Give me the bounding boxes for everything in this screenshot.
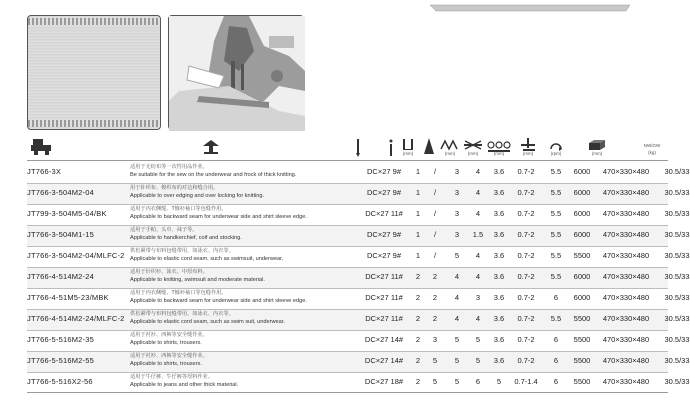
cell-c2: / bbox=[433, 167, 437, 176]
cell-pack: 470×330×480 bbox=[602, 188, 650, 197]
cell-diff: 0.7-2 bbox=[517, 167, 535, 176]
cell-c5: 3.6 bbox=[493, 188, 505, 197]
cell-stitch: DC×27 11# bbox=[365, 272, 403, 281]
cell-c2: 2 bbox=[432, 314, 438, 323]
model-code: JT766-5-516M2-35 bbox=[27, 335, 94, 344]
cell-stitch: DC×27 11# bbox=[365, 209, 403, 218]
cell-speed: 5500 bbox=[573, 335, 591, 344]
row-divider bbox=[27, 288, 668, 289]
cell-c5: 3.6 bbox=[493, 209, 505, 218]
cell-pack: 470×330×480 bbox=[602, 230, 650, 239]
model-code: JT766-4-514M2-24/MLFC-2 bbox=[27, 314, 125, 323]
cell-c2: 2 bbox=[432, 272, 438, 281]
cell-wt: 30.5/33 bbox=[664, 167, 690, 176]
cell-c3: 4 bbox=[454, 314, 460, 323]
table-row bbox=[27, 204, 690, 225]
cell-c3: 5 bbox=[454, 251, 460, 260]
application-en: Applicable to backward seam for underwear side and shirt sleeve edge. bbox=[130, 298, 307, 304]
cell-pack: 470×330×480 bbox=[602, 272, 650, 281]
cell-diff: 0.7-2 bbox=[517, 230, 535, 239]
cell-c1: 2 bbox=[415, 356, 421, 365]
table-row bbox=[27, 372, 690, 393]
model-code: JT799-3-504M5-04/BK bbox=[27, 209, 107, 218]
machine-head-icon bbox=[30, 137, 52, 162]
header-divider bbox=[27, 160, 668, 161]
cell-c5: 3.6 bbox=[493, 293, 505, 302]
cell-wt: 30.5/33 bbox=[664, 335, 690, 344]
cell-c4: 3 bbox=[475, 293, 481, 302]
table-row bbox=[27, 246, 690, 267]
cell-wt: 30.5/33 bbox=[664, 356, 690, 365]
table-row bbox=[27, 267, 690, 288]
cell-diff: 0.7-2 bbox=[517, 188, 535, 197]
fabric-sample-image bbox=[27, 15, 161, 130]
cell-stitch: DC×27 9# bbox=[367, 167, 401, 176]
presser-foot-lift-unit: (mm) bbox=[522, 151, 534, 156]
application-cn: 适用于内衣侧缝、T恤衫袖口等包缝作用。 bbox=[130, 290, 227, 296]
cell-c3: 3 bbox=[454, 209, 460, 218]
cell-diff: 0.7-2 bbox=[517, 209, 535, 218]
model-code: JT766-5-516M2-55 bbox=[27, 356, 94, 365]
application-cn: 适用于内衣侧缝、T恤衫袖口等包缝作用。 bbox=[130, 206, 227, 212]
cell-wt: 30.5/33 bbox=[664, 209, 690, 218]
cell-c1: 1 bbox=[415, 167, 421, 176]
cell-speed: 6000 bbox=[573, 167, 591, 176]
table-row bbox=[27, 288, 690, 309]
cell-diff: 0.7-2 bbox=[517, 335, 535, 344]
cell-stitch: DC×27 18# bbox=[364, 377, 404, 386]
feed-dog-icon bbox=[201, 138, 221, 161]
cell-c5: 3.6 bbox=[493, 167, 505, 176]
cell-wt: 30.5/33 bbox=[664, 188, 690, 197]
cell-c3: 3 bbox=[454, 167, 460, 176]
cell-c3: 5 bbox=[454, 335, 460, 344]
cell-lift: 5.5 bbox=[550, 230, 562, 239]
cell-c1: 2 bbox=[415, 293, 421, 302]
cell-speed: 6000 bbox=[573, 188, 591, 197]
cell-diff: 0.7-1.4 bbox=[514, 377, 538, 386]
model-code: JT766-3-504M2-04/MLFC-2 bbox=[27, 251, 125, 260]
model-code: JT766-4-51M5-23/MBK bbox=[27, 293, 109, 302]
cell-wt: 30.5/33 bbox=[664, 251, 690, 260]
cell-lift: 5.5 bbox=[550, 272, 562, 281]
row-divider bbox=[27, 204, 668, 205]
cell-c5: 3.6 bbox=[493, 272, 505, 281]
cell-lift: 6 bbox=[553, 356, 559, 365]
application-en: Applicable to knitting, swimsuit and moderate material. bbox=[130, 277, 265, 283]
cell-c2: / bbox=[433, 188, 437, 197]
cell-c1: 2 bbox=[415, 314, 421, 323]
cell-pack: 470×330×480 bbox=[602, 293, 650, 302]
application-cn: 适用于针织衫、泳衣、中厚布料。 bbox=[130, 269, 208, 275]
cell-c3: 5 bbox=[454, 377, 460, 386]
cell-pack: 470×330×480 bbox=[602, 335, 650, 344]
cell-stitch: DC×27 11# bbox=[365, 293, 403, 302]
cell-wt: 30.5/33 bbox=[664, 314, 690, 323]
cell-c5: 3.6 bbox=[493, 251, 505, 260]
package-size-unit: (mm) bbox=[591, 151, 603, 156]
cell-c4: 5 bbox=[475, 356, 481, 365]
application-cn: 适用于无纺布等一次性用品作业。 bbox=[130, 164, 208, 170]
cell-c4: 5 bbox=[475, 335, 481, 344]
cell-c1: 1 bbox=[415, 188, 421, 197]
cell-lift: 5.5 bbox=[550, 314, 562, 323]
cell-c3: 3 bbox=[454, 230, 460, 239]
cell-diff: 0.7-2 bbox=[517, 251, 535, 260]
application-en: Applicable to elastic cord seam, such as swim suit, underwear. bbox=[130, 319, 285, 325]
cell-c5: 5 bbox=[496, 377, 502, 386]
needle-gauge-unit: (mm) bbox=[402, 151, 414, 156]
machine-part-fragment bbox=[430, 0, 630, 8]
cell-stitch: DC×27 14# bbox=[364, 356, 404, 365]
cell-stitch: DC×27 9# bbox=[367, 251, 401, 260]
row-divider bbox=[27, 267, 668, 268]
model-code: JT766-3X bbox=[27, 167, 62, 176]
cell-speed: 5500 bbox=[573, 356, 591, 365]
cell-lift: 6 bbox=[553, 377, 559, 386]
application-cn: 适用于衬衫、西裤等安全缝作业。 bbox=[130, 332, 208, 338]
application-cn: 适用于手帕、头巾、袜子等。 bbox=[130, 227, 198, 233]
cell-c3: 4 bbox=[454, 272, 460, 281]
cell-c3: 3 bbox=[454, 188, 460, 197]
cell-lift: 6 bbox=[553, 293, 559, 302]
row-divider bbox=[27, 183, 668, 184]
cell-c5: 3.6 bbox=[493, 356, 505, 365]
application-en: Applicable to handkerchief, coif and stocking. bbox=[130, 235, 242, 241]
cell-speed: 6000 bbox=[573, 209, 591, 218]
thread-count-icon bbox=[423, 138, 435, 161]
cell-c4: 4 bbox=[475, 209, 481, 218]
cell-lift: 5.5 bbox=[550, 167, 562, 176]
row-divider bbox=[27, 309, 668, 310]
application-en: Applicable to jeans and other thick material. bbox=[130, 382, 239, 388]
cell-diff: 0.7-2 bbox=[517, 314, 535, 323]
cell-c5: 3.6 bbox=[493, 314, 505, 323]
row-divider bbox=[27, 225, 668, 226]
cell-c4: 4 bbox=[475, 251, 481, 260]
cell-c3: 5 bbox=[454, 356, 460, 365]
row-divider bbox=[27, 351, 668, 352]
cell-speed: 6000 bbox=[573, 272, 591, 281]
cell-lift: 5.5 bbox=[550, 251, 562, 260]
cell-speed: 5500 bbox=[573, 314, 591, 323]
cell-pack: 470×330×480 bbox=[602, 167, 650, 176]
cell-c2: / bbox=[433, 230, 437, 239]
cell-pack: 470×330×480 bbox=[602, 377, 650, 386]
cell-c5: 3.6 bbox=[493, 335, 505, 344]
cell-speed: 5500 bbox=[573, 377, 591, 386]
model-code: JT766-3-504M1-15 bbox=[27, 230, 94, 239]
application-cn: 用于针织布、梭织布的对边和缝合用。 bbox=[130, 185, 219, 191]
weight-unit: NW/GW (kg) bbox=[643, 143, 661, 155]
speed-unit: (rpm) bbox=[550, 151, 562, 156]
stitch-length-unit: (mm) bbox=[444, 151, 456, 156]
table-row bbox=[27, 183, 690, 204]
application-en: Applicable to shirts, trousers. bbox=[130, 340, 202, 346]
cell-lift: 5.5 bbox=[550, 209, 562, 218]
row-divider bbox=[27, 246, 668, 247]
model-code: JT766-5-516X2-56 bbox=[27, 377, 93, 386]
cell-c2: / bbox=[433, 251, 437, 260]
row-divider bbox=[27, 330, 668, 331]
cell-diff: 0.7-2 bbox=[517, 293, 535, 302]
overedge-width-unit: (mm) bbox=[467, 151, 479, 156]
cell-c2: 5 bbox=[432, 377, 438, 386]
cell-diff: 0.7-2 bbox=[517, 356, 535, 365]
overlock-machine-photo bbox=[168, 15, 304, 130]
cell-speed: 5500 bbox=[573, 251, 591, 260]
cell-c4: 6 bbox=[475, 377, 481, 386]
application-cn: 适用于牛仔裤、牛仔裤等厚料作业。 bbox=[130, 374, 214, 380]
cell-c1: 2 bbox=[415, 272, 421, 281]
cell-c2: / bbox=[433, 209, 437, 218]
cell-wt: 30.5/33 bbox=[664, 272, 690, 281]
cell-c1: 2 bbox=[415, 335, 421, 344]
model-code: JT766-4-514M2-24 bbox=[27, 272, 94, 281]
cell-c4: 4 bbox=[475, 188, 481, 197]
cell-stitch: DC×27 9# bbox=[367, 230, 401, 239]
application-en: Applicable to shirts, trousers. bbox=[130, 361, 202, 367]
cell-c4: 4 bbox=[475, 314, 481, 323]
table-row bbox=[27, 309, 690, 330]
cell-c4: 4 bbox=[475, 167, 481, 176]
cell-pack: 470×330×480 bbox=[602, 209, 650, 218]
cell-stitch: DC×27 11# bbox=[365, 314, 403, 323]
application-cn: 供松紧带与布料包缝带用，如泳衣、内衣等。 bbox=[130, 311, 234, 317]
table-row bbox=[27, 351, 690, 372]
cell-wt: 30.5/33 bbox=[664, 230, 690, 239]
cell-pack: 470×330×480 bbox=[602, 314, 650, 323]
cell-c4: 4 bbox=[475, 272, 481, 281]
cell-c3: 4 bbox=[454, 293, 460, 302]
cell-c2: 2 bbox=[432, 293, 438, 302]
cell-speed: 6000 bbox=[573, 293, 591, 302]
cell-wt: 30.5/33 bbox=[664, 377, 690, 386]
cell-wt: 30.5/33 bbox=[664, 293, 690, 302]
application-en: Applicable to elastic cord seam, such as swimsuit, underwear. bbox=[130, 256, 284, 262]
cell-c1: 1 bbox=[415, 230, 421, 239]
cell-c2: 3 bbox=[432, 335, 438, 344]
application-en: Be suitable for the sew on the underwear and frock of thick knitting. bbox=[130, 172, 297, 178]
cell-c2: 5 bbox=[432, 356, 438, 365]
table-row bbox=[27, 330, 690, 351]
table-row bbox=[27, 162, 690, 183]
needle-icon bbox=[355, 139, 361, 162]
cell-pack: 470×330×480 bbox=[602, 356, 650, 365]
cell-c5: 3.6 bbox=[493, 230, 505, 239]
application-en: Applicable to over edging and over locking for knitting. bbox=[130, 193, 265, 199]
cell-lift: 6 bbox=[553, 335, 559, 344]
cell-speed: 6000 bbox=[573, 230, 591, 239]
cell-stitch: DC×27 9# bbox=[367, 188, 401, 197]
differential-unit: (mm) bbox=[493, 151, 505, 156]
application-en: Applicable to backward seam for underwear side and shirt sleeve edge. bbox=[130, 214, 307, 220]
table-bottom-rule bbox=[27, 392, 668, 393]
row-divider bbox=[27, 372, 668, 373]
cell-c1: 1 bbox=[415, 209, 421, 218]
table-row bbox=[27, 225, 690, 246]
model-code: JT766-3-504M2-04 bbox=[27, 188, 94, 197]
cell-pack: 470×330×480 bbox=[602, 251, 650, 260]
cell-lift: 5.5 bbox=[550, 188, 562, 197]
cell-c1: 1 bbox=[415, 251, 421, 260]
cell-c4: 1.5 bbox=[472, 230, 484, 239]
application-cn: 供松紧带与布料包缝带用，如泳衣、内衣等。 bbox=[130, 248, 234, 254]
cell-c1: 2 bbox=[415, 377, 421, 386]
cell-stitch: DC×27 14# bbox=[364, 335, 404, 344]
cell-diff: 0.7-2 bbox=[517, 272, 535, 281]
needle-count-icon bbox=[388, 139, 394, 162]
application-cn: 适用于衬衫、西裤等安全缝作业。 bbox=[130, 353, 208, 359]
